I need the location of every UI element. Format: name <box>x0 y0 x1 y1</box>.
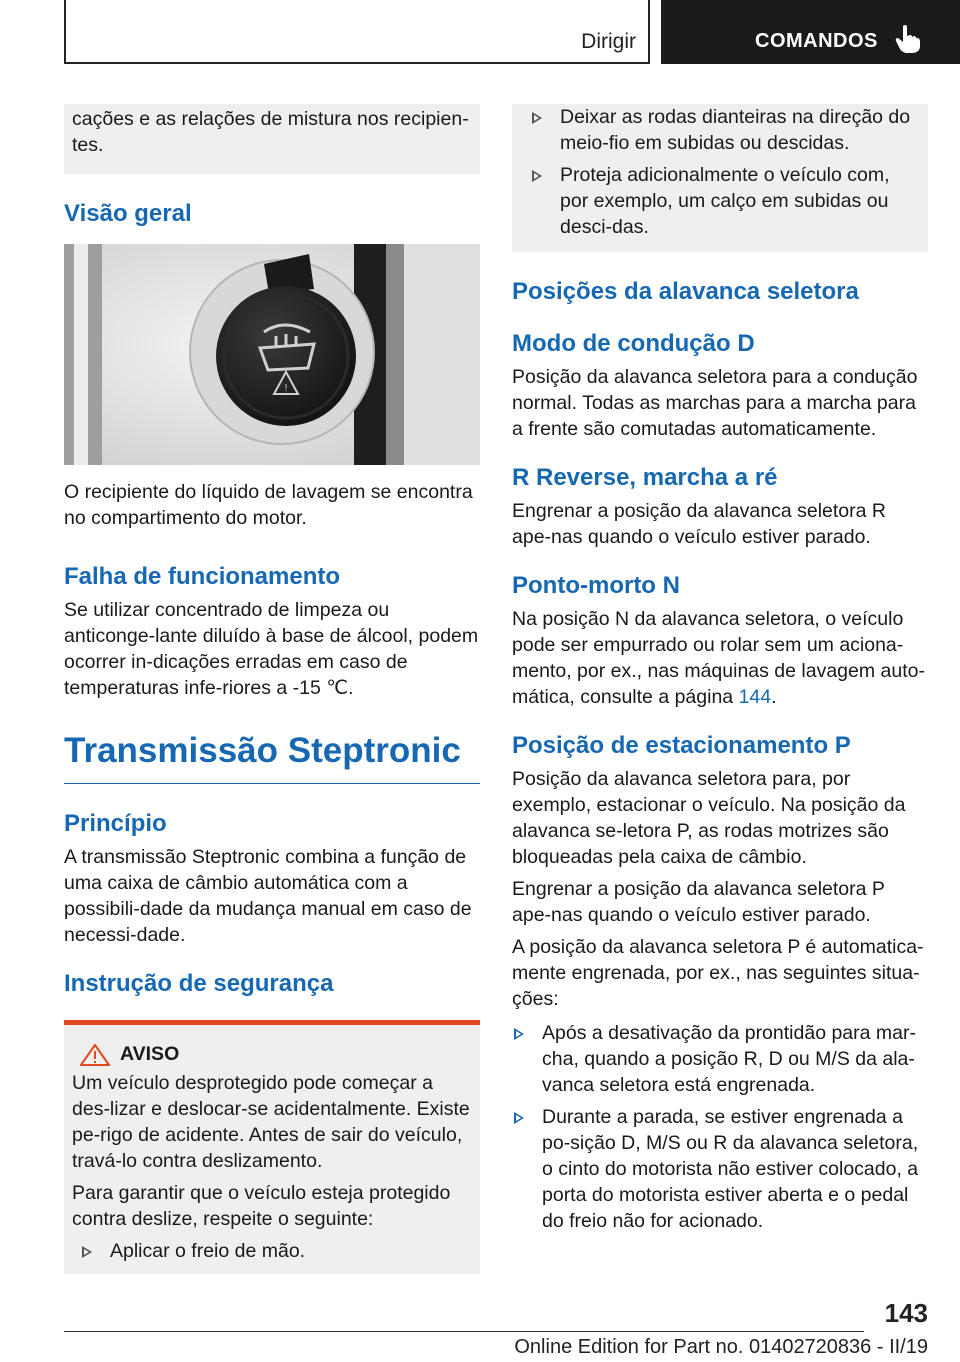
bullet-triangle-icon <box>82 1246 92 1258</box>
park-text-3: A posição da alavanca seletora P é automatica-mente engrenada, por ex., nas seguintes situa-ções: <box>512 936 924 1010</box>
continued-text: cações e as relações de mistura nos recipien-tes. <box>72 108 469 156</box>
list-item: Após a desativação da prontidão para mar-cha, quando a posição R, D ou M/S da ala-vanca seletora está engrenada. <box>512 1020 928 1098</box>
chapter-title: Dirigir <box>581 30 636 53</box>
warning-title: AVISO <box>120 1043 180 1065</box>
warning-bullet-list <box>72 1238 472 1264</box>
svg-text:!: ! <box>284 383 288 394</box>
overview-heading: Visão geral <box>64 200 192 227</box>
transmission-heading: Transmissão Steptronic <box>64 731 480 784</box>
list-item: Proteja adicionalmente o veículo com, por exemplo, um calço em subidas ou desci-das. <box>530 162 920 240</box>
washer-reservoir-illustration <box>64 244 480 465</box>
park-text-2: Engrenar a posição da alavanca seletora P ape-nas quando o veículo estiver parado. <box>512 878 885 926</box>
continued-bullet-box <box>512 104 928 252</box>
bullet-triangle-icon <box>514 1028 524 1040</box>
warning-text-1: Um veículo desprotegido pode começar a des-lizar e deslocar-se acidentalmente. Existe pe-rigo de acidente. Antes de sair do veículo, travá-lo contra deslizamento. <box>72 1072 470 1172</box>
page-link[interactable]: 144 <box>738 686 772 708</box>
principle-heading: Princípio <box>64 810 167 837</box>
warning-triangle-icon <box>80 1044 110 1066</box>
neutral-text: Na posição N da alavanca seletora, o veículo pode ser empurrado ou rolar sem um aciona-mento, por ex., nas máquinas de lavagem auto-mática, consulte a página 144. <box>512 608 925 708</box>
footer-edition: Online Edition for Part no. 01402720836 - II/19 <box>514 1336 928 1358</box>
overview-text: O recipiente do líquido de lavagem se encontra no compartimento do motor. <box>64 481 473 529</box>
reverse-text: Engrenar a posição da alavanca seletora R ape-nas quando o veículo estiver parado. <box>512 500 886 548</box>
warning-box <box>64 1020 480 1274</box>
drive-mode-heading: Modo de condução D <box>512 330 755 357</box>
selector-positions-heading: Posições da alavanca seletora <box>512 278 859 305</box>
warning-header <box>72 1043 472 1066</box>
section-tab <box>661 0 960 64</box>
left-column <box>64 104 480 1274</box>
bullet-triangle-icon <box>532 170 542 182</box>
page-number: 143 <box>884 1298 928 1328</box>
continued-box <box>64 104 480 174</box>
neutral-heading: Ponto-morto N <box>512 572 680 599</box>
list-item: Durante a parada, se estiver engrenada a po-sição D, M/S ou R da alavanca seletora, o cinto do motorista não estiver colocado, a porta do motorista estiver aberta e o pedal do freio não for acionado. <box>512 1104 928 1234</box>
section-title: COMANDOS <box>755 30 878 52</box>
footer-divider <box>64 1331 864 1332</box>
principle-text: A transmissão Steptronic combina a função de uma caixa de câmbio automática com a possibili-dade da mudança manual em caso de necessi-dade. <box>64 846 472 946</box>
warning-text-2: Para garantir que o veículo esteja protegido contra deslize, respeite o seguinte: <box>72 1182 451 1230</box>
bullet-triangle-icon <box>514 1112 524 1124</box>
chapter-tab <box>64 0 650 64</box>
right-column <box>512 104 928 1234</box>
bullet-triangle-icon <box>532 112 542 124</box>
drive-mode-text: Posição da alavanca seletora para a condução normal. Todas as marchas para a marcha para a frente são comutadas automaticamente. <box>512 366 918 440</box>
park-heading: Posição de estacionamento P <box>512 732 851 759</box>
park-bullet-list <box>512 1020 928 1234</box>
continued-bullet-list <box>520 104 920 240</box>
list-item: Aplicar o freio de mão. <box>80 1238 472 1264</box>
reverse-heading: R Reverse, marcha a ré <box>512 464 778 491</box>
pointing-hand-icon <box>895 24 921 54</box>
washer-reservoir-photo <box>64 244 480 465</box>
list-item: Deixar as rodas dianteiras na direção do meio-fio em subidas ou descidas. <box>530 104 920 156</box>
malfunction-heading: Falha de funcionamento <box>64 563 341 590</box>
malfunction-text: Se utilizar concentrado de limpeza ou anticonge-lante diluído à base de álcool, podem ocorrer in-dicações erradas em caso de temperaturas infe-riores a -15 ℃. <box>64 599 479 699</box>
park-text-1: Posição da alavanca seletora para, por exemplo, estacionar o veículo. Na posição da alavanca se-letora P, as rodas motrizes são bloqueadas pela caixa de câmbio. <box>512 768 906 868</box>
safety-heading: Instrução de segurança <box>64 970 334 997</box>
